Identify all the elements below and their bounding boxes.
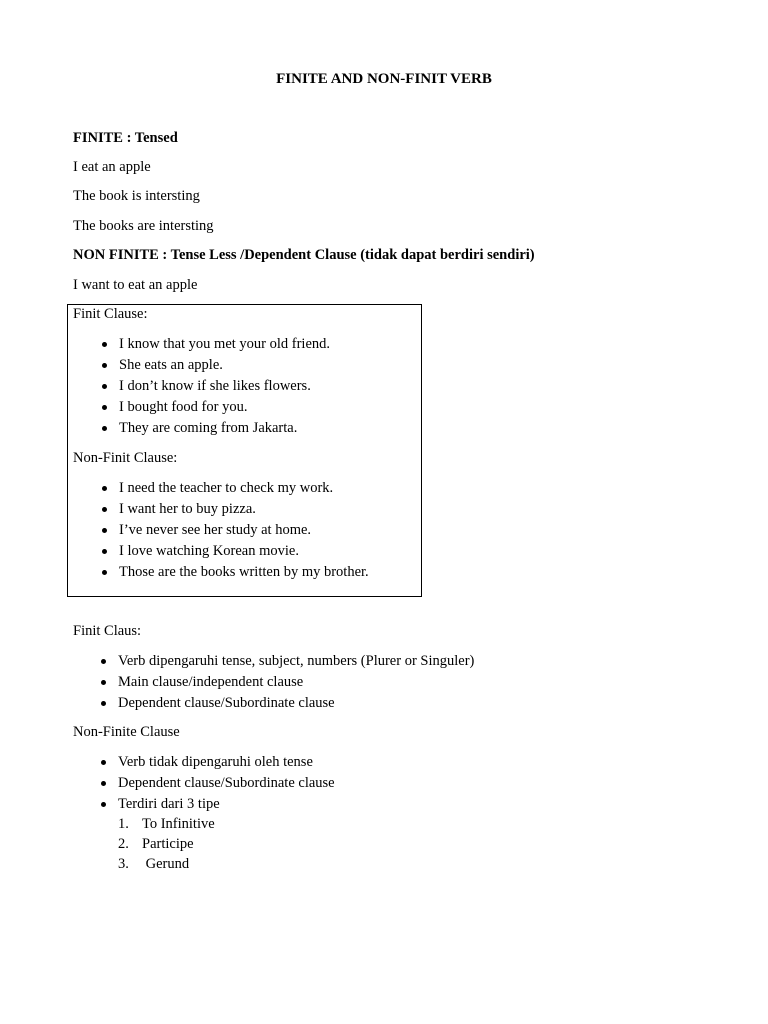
list-item [118,816,215,836]
finite-heading: FINITE : Tensed [73,130,178,146]
list-item: I don’t know if she likes flowers. [98,378,330,399]
nonfinite-heading: NON FINITE : Tense Less /Dependent Clause (tidak dapat berdiri sendiri) [73,247,535,263]
item-number: 3. [118,856,129,872]
nonfinit-clause-label: Non-Finit Clause: [73,450,178,466]
list-item: I bought food for you. [98,399,330,420]
nonfinite-clause-list [97,754,335,817]
list-item: I know that you met your old friend. [98,336,330,357]
finite-example-1: I eat an apple [73,159,151,175]
list-item: I need the teacher to check my work. [98,480,369,501]
list-item: I love watching Korean movie. [98,543,369,564]
item-number: 1. [118,816,129,832]
item-label: To Infinitive [142,816,215,832]
document-title: FINITE AND NON-FINIT VERB [276,71,492,87]
nonfinite-clause-label: Non-Finite Clause [73,724,180,740]
item-label: Participe [142,836,194,852]
list-item: Dependent clause/Subordinate clause [97,695,474,716]
item-label: Gerund [142,856,190,872]
finite-example-3: The books are intersting [73,218,214,234]
list-item [118,836,215,856]
list-item: I want her to buy pizza. [98,501,369,522]
list-item: Terdiri dari 3 tipe [97,796,335,817]
list-item [118,856,215,876]
nonfinit-clause-list [98,480,369,585]
list-item: She eats an apple. [98,357,330,378]
finit-claus-list [97,653,474,716]
list-item: I’ve never see her study at home. [98,522,369,543]
list-item: Verb dipengaruhi tense, subject, numbers (Plurer or Singuler) [97,653,474,674]
list-item: They are coming from Jakarta. [98,420,330,441]
nonfinite-example: I want to eat an apple [73,277,198,293]
list-item: Dependent clause/Subordinate clause [97,775,335,796]
types-list [118,816,215,876]
list-item: Verb tidak dipengaruhi oleh tense [97,754,335,775]
finite-example-2: The book is intersting [73,188,200,204]
finit-clause-list [98,336,330,441]
finit-clause-label: Finit Clause: [73,306,148,322]
finit-claus-label: Finit Claus: [73,623,142,639]
examples-box [67,304,422,597]
list-item: Main clause/independent clause [97,674,474,695]
item-number: 2. [118,836,129,852]
list-item: Those are the books written by my brother. [98,564,369,585]
